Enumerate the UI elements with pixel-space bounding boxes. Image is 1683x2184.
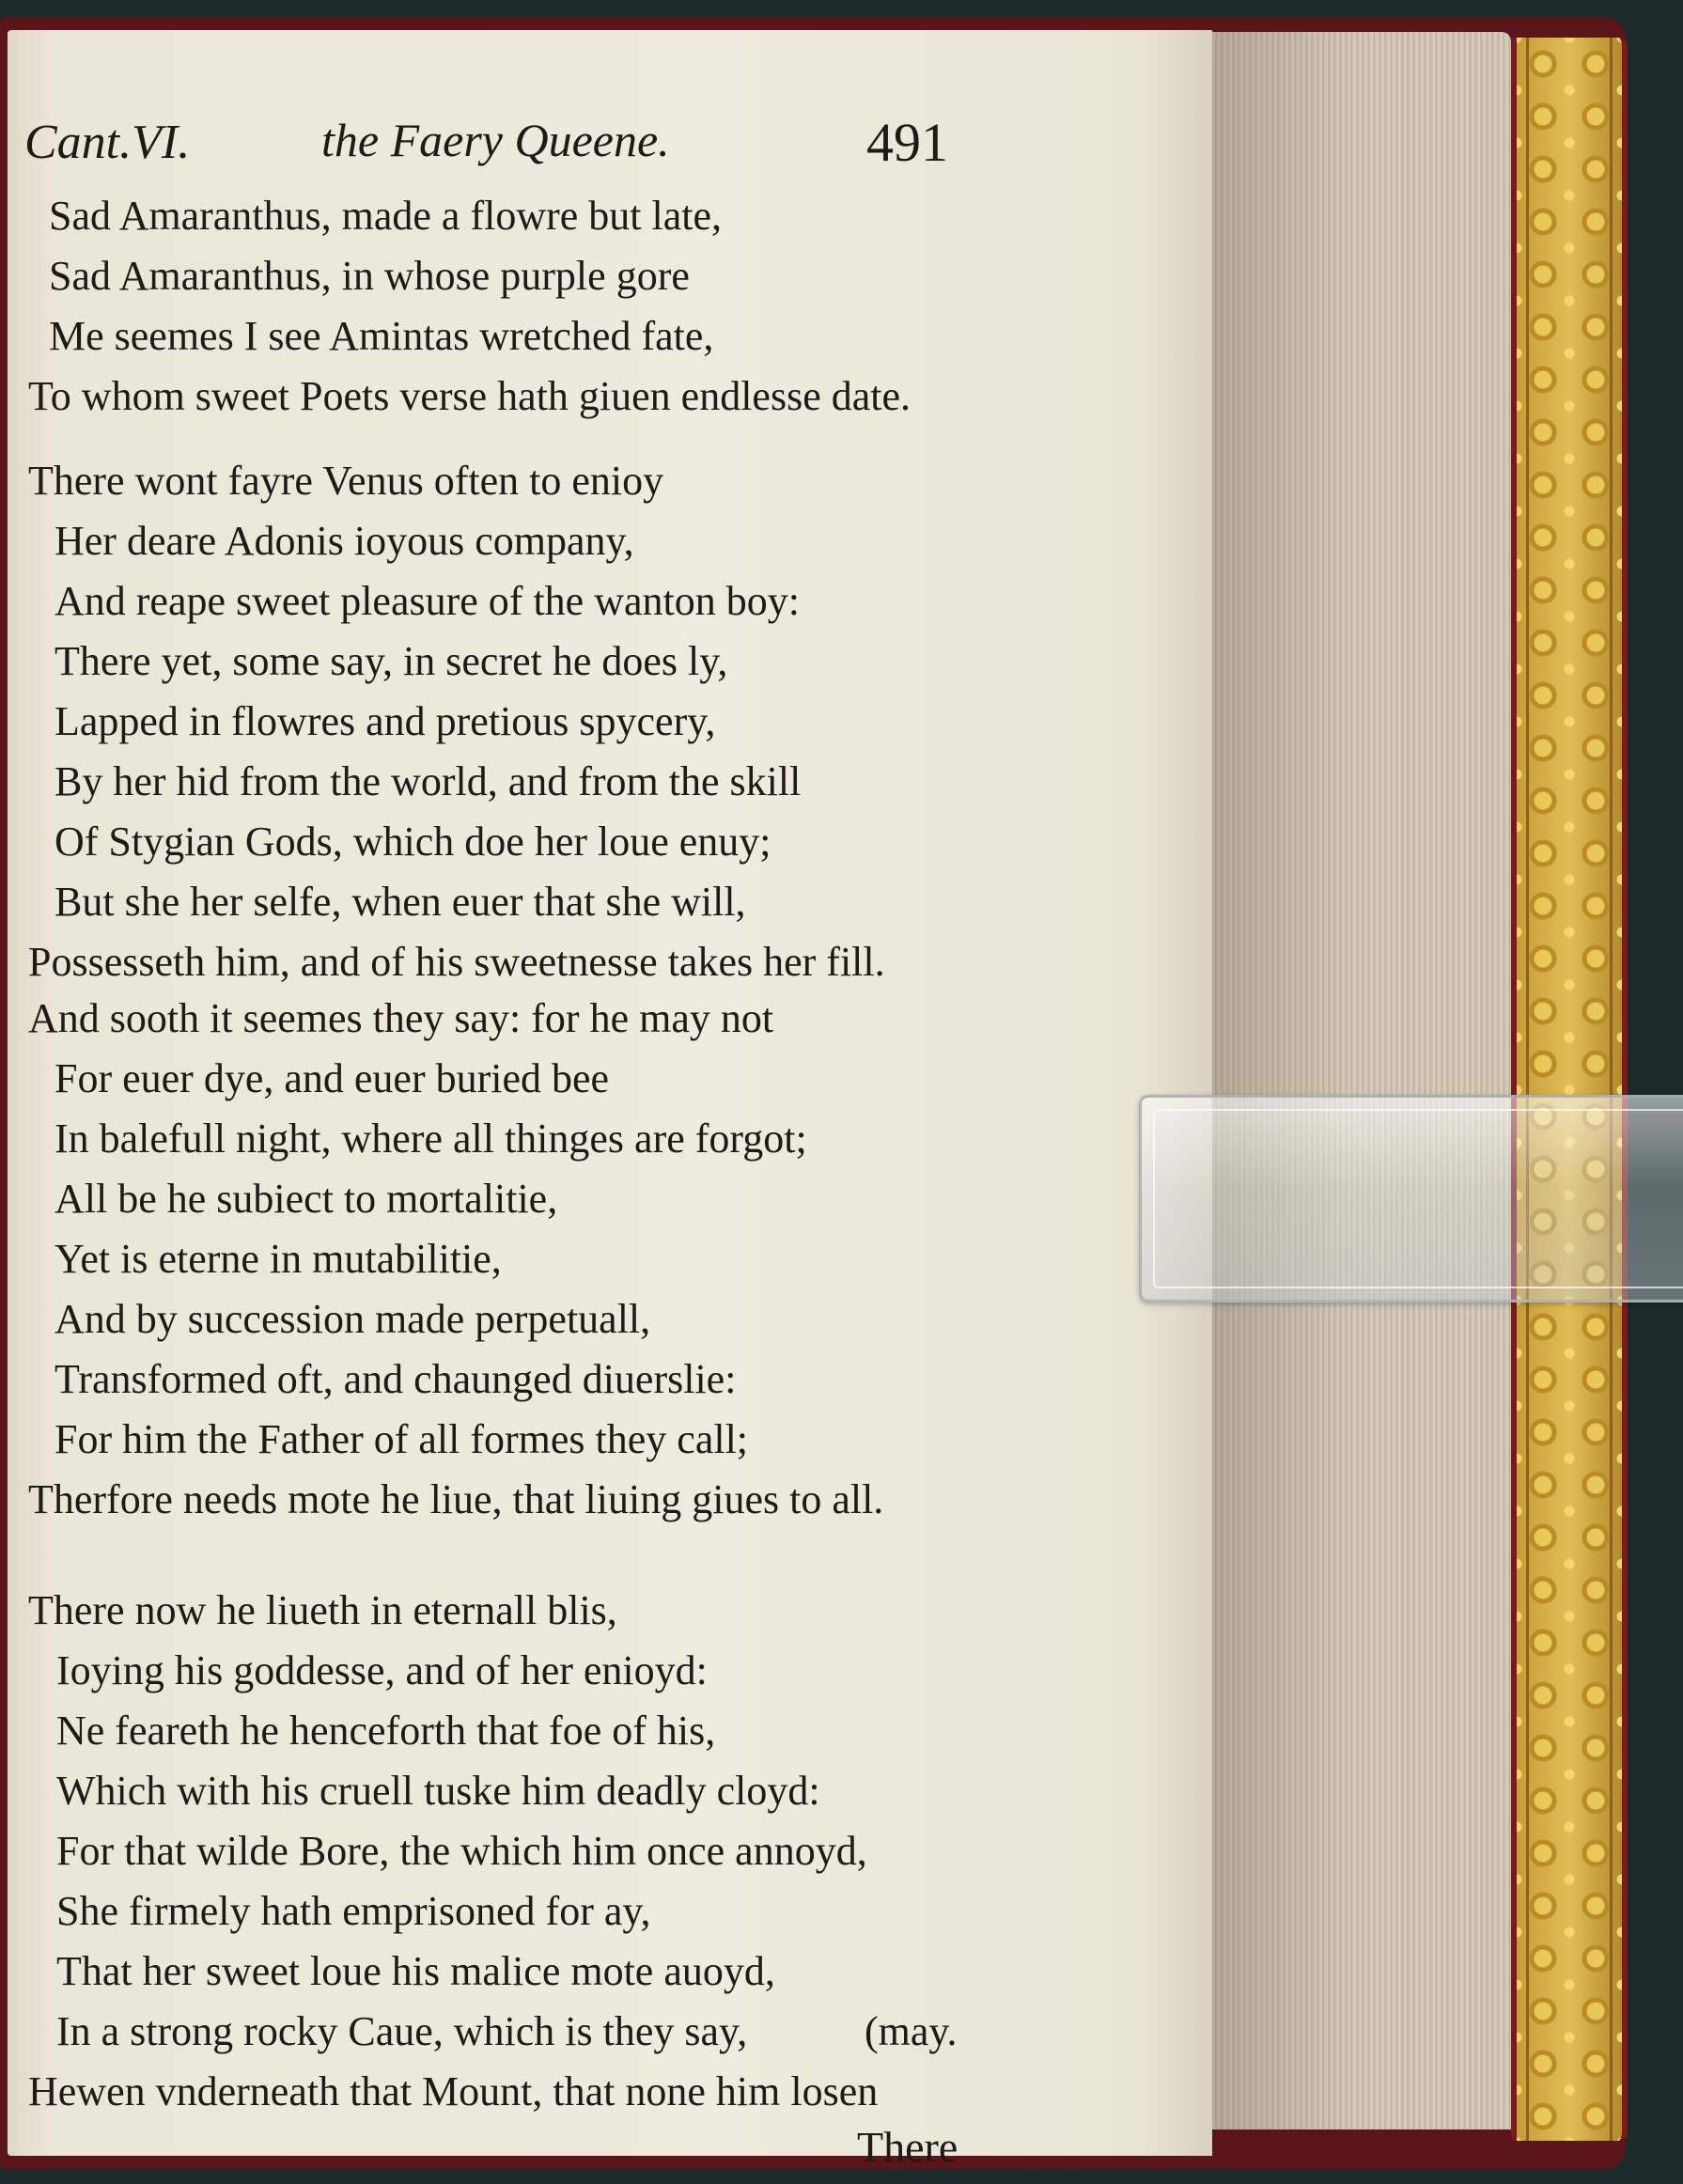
verse-line: Ne feareth he henceforth that foe of his,	[56, 1708, 716, 1754]
verse-line: Ioying his goddesse, and of her enioyd:	[56, 1647, 708, 1693]
verse-line: Possesseth him, and of his sweetnesse takes her fill.	[28, 939, 885, 985]
page-clip	[1139, 1095, 1683, 1303]
verse-line: There now he liueth in eternall blis,	[28, 1587, 617, 1633]
verse-line: Lapped in flowres and pretious spycery,	[55, 698, 716, 744]
verse-line: To whom sweet Poets verse hath giuen endlesse date.	[28, 373, 912, 419]
verse-line: There wont fayre Venus often to enioy	[28, 458, 664, 504]
page-number: 491	[866, 112, 948, 173]
verse-line: And sooth it seemes they say: for he may not	[28, 995, 774, 1041]
verse-line: That her sweet loue his malice mote auoyd,	[56, 1948, 775, 1994]
verse-line: For that wilde Bore, the which him once annoyd,	[56, 1828, 867, 1874]
turnover-word: (may.	[865, 2008, 958, 2054]
verse-line: There yet, some say, in secret he does ly,	[55, 638, 728, 684]
verse-line: By her hid from the world, and from the skill	[55, 758, 802, 804]
catchword: There	[857, 2123, 958, 2171]
verse-line: Which with his cruell tuske him deadly cloyd:	[56, 1768, 820, 1814]
gilt-cover-border	[1511, 38, 1628, 2141]
verse-line: Sad Amaranthus, made a flowre but late,	[49, 193, 723, 239]
verse-line: In balefull night, where all thinges are forgot;	[55, 1115, 807, 1162]
page-edges-shadow	[1212, 32, 1353, 2129]
verse-line: In a strong rocky Caue, which is they say,	[56, 2008, 748, 2054]
verse-line: She firmely hath emprisoned for ay,	[56, 1888, 651, 1934]
verse-line: All be he subiect to mortalitie,	[55, 1176, 558, 1222]
verse-line: Hewen vnderneath that Mount, that none him losen	[28, 2068, 879, 2114]
verse-line: And reape sweet pleasure of the wanton boy:	[55, 578, 800, 624]
verse-line: Therfore needs mote he liue, that liuing giues to all.	[28, 1476, 884, 1522]
verse-line: But she her selfe, when euer that she will,	[55, 879, 746, 925]
verse-line: For euer dye, and euer buried bee	[55, 1055, 610, 1101]
verse-line: Yet is eterne in mutabilitie,	[55, 1236, 502, 1282]
verse-line: For him the Father of all formes they call;	[55, 1416, 749, 1462]
page-clip-inner	[1153, 1109, 1683, 1288]
verse-line: Her deare Adonis ioyous company,	[55, 518, 634, 564]
verse-line: And by succession made perpetuall,	[55, 1296, 651, 1342]
canto-heading: Cant.VI.	[24, 116, 191, 169]
running-title: the Faery Queene.	[321, 114, 670, 166]
verse-line: Me seemes I see Amintas wretched fate,	[49, 313, 714, 359]
verse-line: Of Stygian Gods, which doe her loue enuy;	[55, 819, 771, 865]
verse-line: Sad Amaranthus, in whose purple gore	[49, 253, 690, 299]
verse-line: Transformed oft, and chaunged diuerslie:	[55, 1356, 737, 1402]
